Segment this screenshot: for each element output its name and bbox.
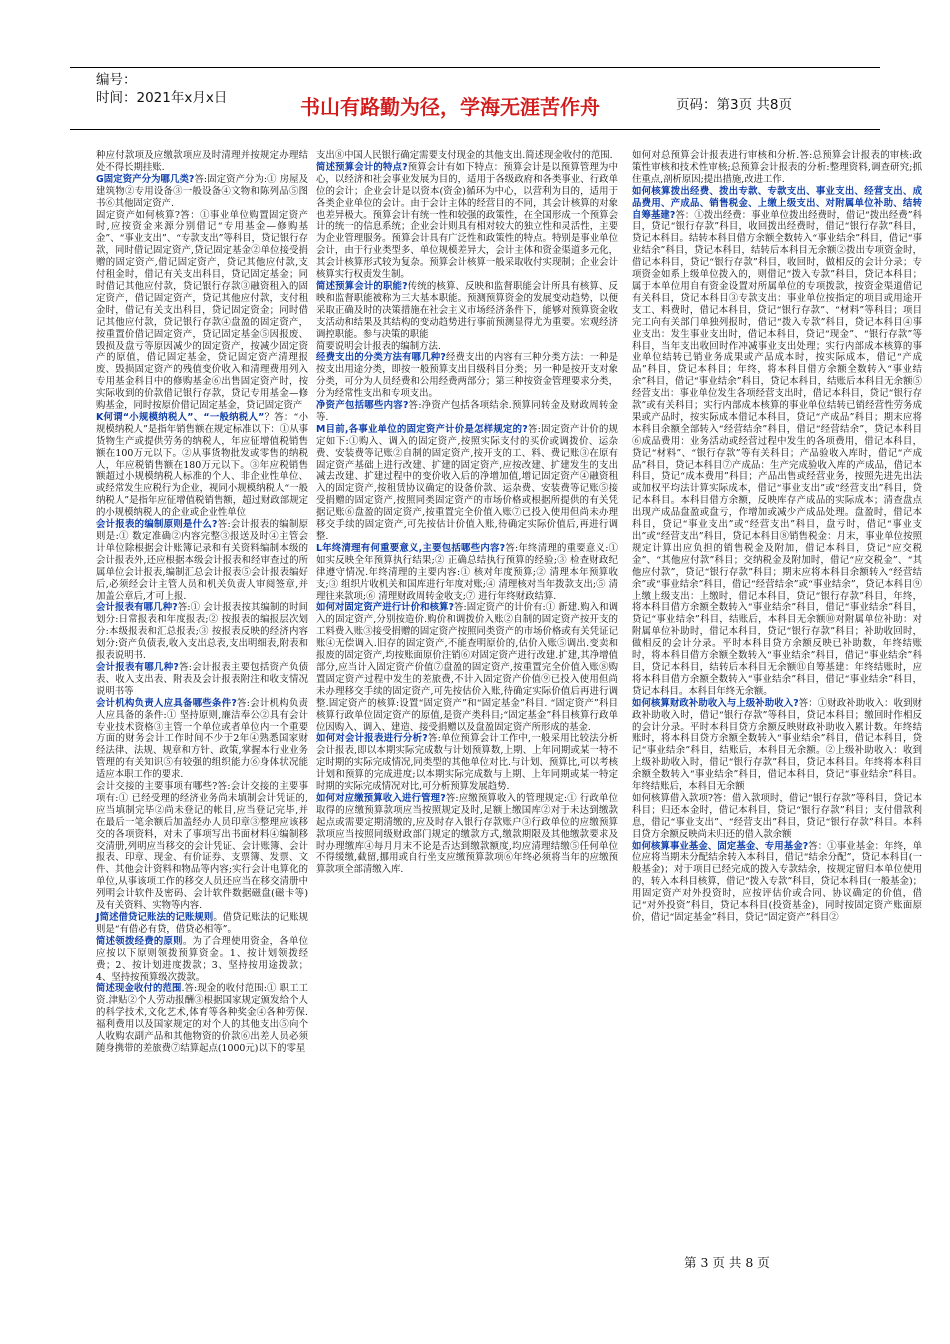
paragraph — [632, 698, 922, 793]
paragraph-text: 答:会计报表的编制原则是:① 数定准确②内容完整③报送及时④主管会计单位除根据会计账簿记录和有关资料编制本级的会计报表外,还应根据本级会计报表和经审查过的所属单位会计报表,编制汇总会计报表⑤会计报表编好后,必须经会计主管人员和机关负责人审阅签章,并加盖公章后,才可上报. — [96, 519, 308, 602]
question-heading: 净资产包括哪些内容? — [316, 400, 409, 412]
paragraph-text: 答：①拨出经费：事业单位拨出经费时，借记“拨出经费”科目，贷记“银行存款”科目，收回拨出经费时，借记“银行存款”科目，贷记本科目。结转本科目借方余额全数转入“事业结余”科目，借记“事业结余”科目，贷记本科目，结转后本科目无余额②拨出专项资金时，借记本科目，贷记“银行存款”科目，收回时，做相反的会计分录；专项资金如系上级单位拨入的，则借记“拨入专款”科目，贷记本科目；属于本单位用自有资金设置对所属单位的专项拨款，按资金渠道借记有关科目，贷记本科目③专款支出：事业单位按指定的项目或用途开支工、料费时，借记本科目，贷记“银行存款”、“材料”等科目；项目完工向有关部门单独列报时，借记“拨入专款”科目，贷记本科目④事业支出：发生事业支出时，借记本科目，贷记“现金”、“银行存款”等科目，当年支出收回时作冲减事业支出处理；实行内部成本核算的事业单位结转已销业务成果或产品成本时，按实际成本，借记“产成品”科目，贷记本科目；年终，将本科目借方余额全数转入“事业结余”科目，借记“事业结余”科目，贷记本科目，结账后本科目无余额⑤经营支出：事业单位发生各项经营支出时，借记本科目，贷记“银行存款”或有关科目；实行内部成本核算的事业单位结转已销经营性劳务成果或产品时，按实际成本借记本科目，贷记“产成品”科目；期末应将本科目余额全部转入“经营结余”科目，借记“经营结余”，贷记本科目⑥成品费用：业务活动或经营过程中发生的各项费用，借记本科目，贷记“材料”、“银行存款”等有关科目；产品验收入库时，借记“产成品”科目，贷记本科目⑦产成品：生产完成验收入库的产成品，借记本科目，贷记“成本费用”科目；产品出售或经营业务，按照先进先出法或加权平均法计算实际成本，借记“事业支出”或“经营支出”科目，贷记本科目。本科目借方余额，反映库存产成品的实际成本；清查盘点出现产成品盘盈或盘亏，作增加或减少产成品处理。盘盈时，借记本科目，贷记“事业支出”或“经营支出”科目，盘亏时，借记“事业支出”或“经营支出”科目，贷记本科目⑧销售税金：月末，事业单位按照规定计算出应负担的销售税金及附加，借记本科目，贷记“应交税金”、“其他应付款”科目；交纳税金及附加时，借记“应交税金”、“其他应付款”，贷记“银行存款”科目；期末应将本科目余额转入“经营结余”或“事业结余”科目，借记“经营结余”或“事业结余”，贷记本科目⑨上缴上级支出：上缴时，借记本科目，贷记“银行存款”科目，年终，将本科目借方余额全数转入“事业结余”科目，借记“事业结余”科目，贷记“事业结余”科目，结账后，本科目无余额⑩对附属单位补助：对附属单位补助时，借记本科目，贷记“银行存款”科目；补助收回时，做相反的会计分录。平时本科目贷方余额反映已补助数，年终结账时，将本科目借方余额全数转入“事业结余”科目，借记“事业结余”科目，贷记本科目，结转后本科目无余额⑪自筹基建：年终结账时，应将本科目借方余额全数转入“事业结余”科目，借记“事业结余”科目，贷记本科目。本科目年终无余额。 — [632, 209, 922, 697]
paragraph-text: 。借贷记账法的记账规则是“有借必有贷，借贷必相等”。 — [96, 912, 308, 935]
paragraph-text: ？答：“小规模纳税人”是指年销售额在规定标准以下：①从事货物生产或提供劳务的纳税人，年应征增值税销售额在100万元以下。②从事货物批发或零售的纳税人，年应税销售额在180万元以下。③年应税销售额超过小规模纳税人标准的个人、非企业性单位、或经常发生应税行为企业，视同小规模纳税人“一般纳税人”是指年应征增值税销售额，超过财政部规定的小规模纳税人的企业或企业性单位 — [96, 411, 308, 519]
paragraph — [96, 662, 308, 698]
question-heading: 会计报表的编制原则是什么? — [96, 519, 218, 531]
paragraph — [316, 424, 618, 543]
page-footer: 第 3 页 共 8 页 — [684, 1255, 770, 1270]
question-heading: 如何核算事业基金、固定基金、专用基金? — [632, 840, 809, 852]
paragraph-text: 简要说明会计报表的编制方法. — [316, 340, 441, 352]
text-column-2 — [316, 150, 618, 876]
question-heading: 如何核算财政补助收入与上级补助收入? — [632, 697, 799, 709]
question-heading: 如何对应缴预算收入进行管理? — [316, 792, 446, 804]
question-heading: 简述预算会计的特点? — [316, 161, 408, 173]
paragraph — [96, 781, 308, 912]
paragraph — [316, 602, 618, 733]
paragraph — [632, 186, 922, 698]
paragraph-text: 答:固定资产的计价有:① 新建.购入和调入的固定资产,分别按造价.购价和调拨价入账②自制的固定资产按开支的工料费入账③接受捐赠的固定资产按照同类资产的市场价格或有关凭证记账④无偿调入.旧存的固定资产,不能查明原价的,估价入账⑤调出.变卖和报废的固定资产,均按账面原价注销⑥对固定资产进行改建.扩建,其净增值部分,应当计入固定资产价值⑦盘盈的固定资产,按重置完全价值入账⑧购置固定资产过程中发生的差旅费,不计入固定资产价值⑨已投入使用但尚未办理移交手续的固定资产,可先按估价入账,待确定实际价值后再进行调整.固定资产的核算:设置“固定资产”和“固定基金”科目. “固定资产”科目核算行政单位固定资产的原值,是资产类科目;“固定基金”科目核算行政单位因购入、调入、建造、接受捐赠以及盘盈固定资产所形成的基金. — [316, 602, 618, 733]
question-heading: 会计机构负责人应具备哪些条件? — [96, 697, 237, 709]
paragraph-text: 答：①财政补助收入：收到财政补助收入时，借记“银行存款”等科目，贷记本科目；缴回时作相反的会计分录。平时本科目贷方余额反映财政补助收入累计数。年终结账时，将本科目贷方余额全数转入“事业结余”科目，借记本科目，贷记“事业结余”科目，结账后，本科目无余额。②上级补助收入：收到上级补助收入时，借记“银行存款”科目，贷记本科目。年终将本科目余额全数转入“事业结余”科目，借记本科目，贷记“事业结余”科目。年终结账后，本科目无余额 — [632, 697, 922, 793]
question-heading: L年终清理有何重要意义,主要包括哪些内容? — [316, 542, 506, 554]
paragraph — [316, 162, 618, 281]
paragraph-text: 答:固定资产计价的规定如下:①购入、调入的固定资产,按照实际支付的买价或调拨价、运杂费、安装费等记账②自制的固定资产,按开支的工、料、费记账③在原有固定资产基础上进行改建、扩建的固定资产,应按改建、扩建发生的支出减去改建、扩建过程中的变价收入后的净增加值,增记固定资产④融资租入的固定资产,按租赁协议确定的设备价款、运杂费、安装费等记账⑤接受捐赠的固定资产,按照同类固定资产的市场价格或根据所提供的有关凭据记账⑥盘盈的固定资产,按重置完全价值入账⑦已投入使用但尚未办理移交手续的固定资产,可先按估计价值入账,待确定实际价值后,再进行调整. — [316, 423, 618, 542]
paragraph — [96, 912, 308, 936]
question-heading: 会计报表有哪几种? — [96, 661, 179, 673]
paragraph-text: 答:年终清理的重要意义:① 如实反映全年预算执行结果;② 正确总结执行预算的经验;③ 检查财政纪律遵守情况.年终清理的主要内容:① 核对年度预算;② 清理本年预算收支;③ 组织片收机关和国库进行年度对账;④ 清理核对当年拨款支出;⑤ 清理往来款项;⑥ 清理财政周转金收支;⑦ 进行年终财政结算. — [316, 542, 618, 602]
question-heading: 经费支出的分类方法有哪几种? — [316, 352, 446, 364]
question-heading: 简述现金收付的范围 — [96, 983, 182, 995]
question-heading: M目前,各事业单位的固定资产计价是怎样规定的? — [316, 423, 528, 435]
document-number-label: 编号： — [96, 72, 137, 88]
paragraph-text: 预算会计有如下特点：预算会计是以预算管理为中心，以经济和社会事业发展为目的，适用于各级政府和各类事业、行政单位的会计；企业会计是以资本(资金)循环为中心，以营利为目的，适用于各类企业单位的会计。由于会计主体的经营目的不同，其会计核算的对象也差异极大。预算会计有统一性和较强的政策性，在全国形成一个预算会计的统一的信息系统；企业会计则具有相对较大的独立性和灵活性，主要为企业管理服务。预算会计具有广泛性和政策性的特点。特别是事业单位会计，由于行业类型多、单位规模差异大，会计主体和资金渠道多元化，其会计核算形式较为复杂。预算会计核算一般采取收付实现制；企业会计核算实行权责发生制。 — [316, 161, 618, 281]
question-heading: 会计报表有哪几种? — [96, 602, 178, 614]
question-heading: 如何核算拨出经费、拨出专款、专款支出、事业支出、经营支出、成品费用、产成品、销售税金、上缴上级支出、对附属单位补助、结转自筹基建? — [632, 185, 922, 221]
paragraph-text: 答:会计报表主要包括资产负债表、收入支出表、附表及会计报表附注和收支情况说明书等 — [96, 661, 308, 697]
question-heading: 简述领拨经费的原则 — [96, 935, 183, 947]
paragraph — [316, 400, 618, 424]
paragraph — [96, 983, 308, 1054]
paragraph — [316, 793, 618, 876]
paragraph-text: 如何对总预算会计报表进行审核和分析.答:总预算会计报表的审核:政策性审核和技术性审核;总预算会计报表的分析:整理资料,调查研究;抓住重点,剖析原因;提出措施,改进工作. — [632, 150, 922, 185]
paragraph-text: 传统的核算、反映和监督职能会计所具有核算、反映和监督职能被称为三大基本职能。预测预算资金的发展变动趋势，以便采取正确及时的决策措施在社会主义市场经济条件下，能够对预算资金收支活动和结果及其结构的变动趋势进行事前预测显得尤为重要。宏观经济调控职能。参与决策的职能 — [316, 280, 618, 340]
paragraph-text: 支出⑧中国人民银行确定需要支付现金的其他支出.简述现金收付的范围. — [316, 150, 613, 161]
paragraph-text: 答:会计机构负责人应具备的条件:① 坚持原则,廉洁奉公②具有会计专业技术资格③主管一个单位或者单位内一个重要方面的财务会计工作时间不少于2年④熟悉国家财经法律、法规、规章和方针、政策,掌握本行业业务管理的有关知识⑤有较强的组织能力⑥身体状况能适应本职工作的要求. — [96, 697, 308, 781]
paragraph — [96, 936, 308, 984]
paragraph — [96, 210, 308, 412]
paragraph — [96, 519, 308, 602]
paragraph — [96, 150, 308, 174]
header-bottom-rule — [70, 129, 880, 130]
paragraph-text: 答:净资产包括各项结余.预算同转金及财政周转金等. — [316, 400, 618, 423]
paragraph — [316, 543, 618, 603]
paragraph-text: 答:应缴预算收入的管理规定:① 行政单位取得的应缴预算款项应当按照规定及时,足额上缴国库②对于未达到缴款起点或需要定期清缴的,应及时存入银行存款账户③行政单位的应缴预算款项应当按照同级财政部门规定的缴款方式,缴款期限及其他缴款要求及时办理缴库④每月月末不论是否达到缴款额度,均应清理结缴⑤任何单位不得缓缴,截留,挪用或自行坐支应缴预算款项⑥年终必须将当年的应缴预算款项全部清缴入库. — [316, 792, 618, 876]
paragraph — [632, 150, 922, 186]
paragraph-text: 如何核算借入款项?答：借入款项时，借记“银行存款”等科目，贷记本科目；归还本金时，借记本科目，贷记“银行存款”科目；支付借款利息，借记“事业支出”、“经营支出”科目，贷记“银行存款”科目。本科目贷方余额反映尚未归还的借入款余额 — [632, 792, 922, 840]
paragraph — [316, 733, 618, 793]
paragraph — [316, 352, 618, 400]
text-column-3 — [632, 150, 922, 924]
paragraph-text: .答:现金的收付范围:① 职工工资.津贴②个人劳动报酬③根据国家规定颁发给个人的科学技术,文化艺术,体育等各种奖金④各种劳保.福利费用以及国家规定的对个人的其他支出⑤向个人收购农副产品和其他物资的价款⑥出差人员必须随身携带的差旅费⑦结算起点(1000元)以下的零星 — [96, 983, 308, 1054]
question-heading: K何谓“小规模纳税人”、“一般纳税人” — [96, 411, 265, 423]
paragraph — [96, 602, 308, 662]
paragraph-text: 答:单位预算会计工作中,一般采用比较法分析会计报表,即以本期实际完成数与计划预算数,上期、上年同期或某一特不定时期的实际完成情况,同类型的其他单位对比.与计划、预算比,可以考核计划和预算的完成进度;以本期实际完成数与上期、上年同期或某一特定时期的实际完成情况对比,可分析预算发展趋势. — [316, 733, 618, 793]
paragraph — [96, 698, 308, 781]
question-heading: J简述借贷记账法的记账规则 — [96, 912, 214, 923]
paragraph — [632, 793, 922, 841]
paragraph — [316, 341, 618, 353]
paragraph-text: 。为了合理使用资金，各单位应按以下原则领拨预算资金。1、按计划领拨经费；2、按计划进度拨款；3、坚持按用途拨款；4、坚持按预算级次拨款。 — [96, 935, 308, 983]
header-left — [96, 71, 227, 107]
paragraph-text: 答：①事业基金：年终，单位应将当期未分配结余转入本科目，借记“结余分配”，贷记本科目(一般基金)；对于项目已经完成的拨入专款结余，按规定留归本单位使用的，转入本科目核算，借记“拨入专款”科目，贷记本科目(一般基金)；用固定资产对外投资时，应按评估价或合同、协议确定的价值，借记“对外投资”科目，贷记本科目(投资基金)，同时按固定资产账面原价，借记“固定基金”科目，贷记“固定资产”科目② — [632, 840, 922, 923]
paragraph — [96, 174, 308, 210]
question-heading: G固定资产分为哪几类? — [96, 173, 195, 185]
paragraph-text: 答:① 会计报表按其编制的时间划分:日常报表和年度报表;② 按报表的编报层次划分:本级报表和汇总报表;③ 按报表反映的经济内容划分:资产负债表,收入支出总表,支出明细表,附表和报表说明书. — [96, 602, 308, 662]
question-heading: 如何对会计报表进行分析? — [316, 733, 428, 745]
text-column-1 — [96, 150, 308, 1055]
header-motto: 书山有路勤为径，学海无涯苦作舟 — [300, 95, 600, 119]
paragraph-text: 固定资产如何核算?答：①事业单位购置固定资产时,应按资金来源分别借记“专用基金—修购基金”、“事业支出”、“专款支出”等科目，贷记银行存款，同时借记固定资产,贷记固定基金②单位接受捐赠的固定资产,借记固定资产，贷记其他应付款,支付租金时，借记有关支出科目，贷记固定基金；同时借记其他应付款，贷记银行存款③融资租入的固定资产，借记固定资产，贷记其他应付款，支付租金时，借记有关支出科目，贷记固定资金；同时借记其他应付款，贷记银行存款④盘盈的固定资产，按重置价借记固定资产，贷记固定基金⑤因报废、毁损及盘亏等原因减少的固定资产，按减少固定资产的原值，借记固定基金，贷记固定资产清理报废、毁损固定资产的残值变价收入和清理费用列入专用基金科目中的修购基金⑥出售固定资产时，按实际收到的价款借记银行存款，贷记专用基金—修购基金，同时按原价借记固定基金，贷记固定资产 — [96, 209, 308, 412]
paragraph — [632, 841, 922, 924]
header-page-label: 页码：第3页 共8页 — [676, 97, 792, 113]
paragraph — [316, 281, 618, 341]
question-heading: 如何对固定资产进行计价和核算? — [316, 602, 454, 614]
paragraph-text: 经费支出的内容有三种分类方法：一种是按支出用途分类，即按一般预算支出目级科目分类；另一种是按开支对象分类，可分为人员经费和公用经费两部分；第三种按资金管理要求分类，分为经常性支出和专项支出。 — [316, 352, 618, 400]
paragraph — [96, 412, 308, 519]
question-heading: 简述预算会计的职能? — [316, 280, 408, 292]
paragraph-text: 种应付款项及应缴款项应及时清理并按规定办理结处不得长期挂账. — [96, 150, 308, 173]
header-top-rule — [70, 67, 880, 68]
document-time-label: 时间：2021年x月x日 — [96, 90, 228, 106]
paragraph-text: 会计交接的主要事项有哪些?答:会计交接的主要事项有:① 已经受理的经济业务尚未填制会计凭证的,应当填制完毕②尚未登记的帐目,应当登记完毕,并在最后一笔余额后加盖经办人员印章③整理应该移交的各项资料，对未了事项写出书面材料④编制移交清册,列明应当移交的会计凭证、会计账簿、会计报表、印章、现金、有价证券、支票簿、发票、文件、其他会计资料和物品等内容;实行会计电算化的单位,从事该项工作的移交人员还应当在移交清册中列明会计软件及密码、会计软件数据磁盘(磁卡等)及有关资料、实物等内容. — [96, 781, 308, 912]
paragraph — [316, 150, 618, 162]
paragraph-text: 答:固定资产分为:① 房屋及建筑物②专用设备③一般设备④文物和陈列品⑤图书⑥其他固定资产. — [96, 173, 308, 209]
